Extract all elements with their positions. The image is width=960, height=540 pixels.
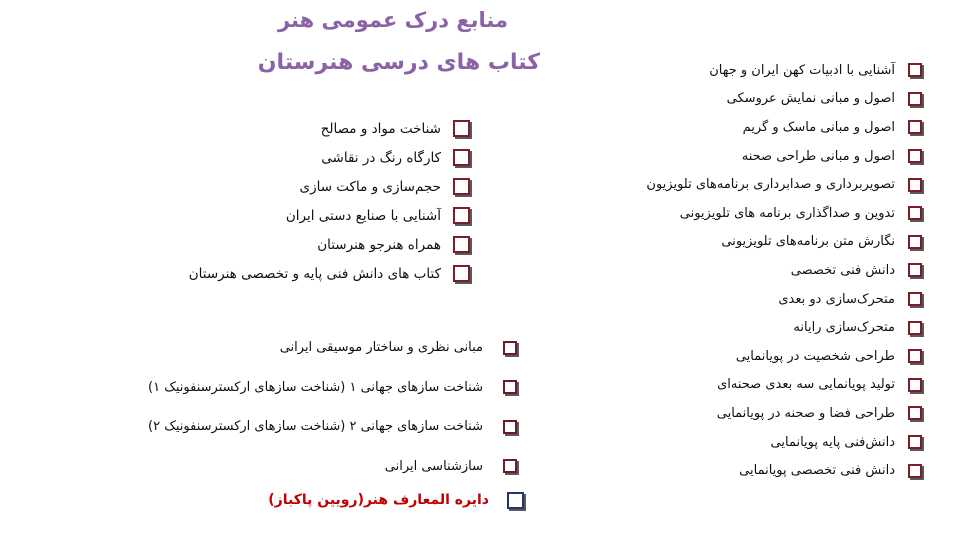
list-item-label: تصویربرداری و صدابرداری برنامه‌های تلویزیون <box>646 177 895 193</box>
encyclopedia-list <box>268 486 524 514</box>
list-item <box>646 113 922 142</box>
list-item-label: آشنایی با صنایع دستی ایران <box>285 207 441 224</box>
checkbox-icon <box>453 236 470 253</box>
list-item-label: تدوین و صداگذاری برنامه های تلویزیونی <box>679 205 895 221</box>
list-item-label: اصول و مبانی نمایش عروسکی <box>726 91 895 107</box>
list-item-label: همراه هنرجو هنرستان <box>317 236 441 253</box>
checkbox-icon <box>453 265 470 282</box>
list-item <box>646 142 922 171</box>
list-item <box>646 399 922 428</box>
checkbox-icon <box>503 420 517 434</box>
right-book-list <box>646 56 922 485</box>
list-item <box>148 328 517 368</box>
list-item-label: اصول و مبانی ماسک و گریم <box>742 119 895 135</box>
checkbox-icon <box>507 492 524 509</box>
checkbox-icon <box>453 120 470 137</box>
checkbox-icon <box>503 459 517 473</box>
checkbox-icon <box>908 178 922 192</box>
checkbox-icon <box>908 206 922 220</box>
checkbox-icon <box>908 406 922 420</box>
list-item <box>189 230 470 259</box>
checkbox-icon <box>453 149 470 166</box>
list-item <box>189 172 470 201</box>
list-item <box>646 313 922 342</box>
list-item-label: مبانی نظری و ساختار موسیقی ایرانی <box>279 340 483 356</box>
list-item-label: کارگاه رنگ در نقاشی <box>321 149 441 166</box>
checkbox-icon <box>503 341 517 355</box>
music-book-list <box>148 328 517 486</box>
list-item <box>646 56 922 85</box>
checkbox-icon <box>908 435 922 449</box>
checkbox-icon <box>908 120 922 134</box>
list-item <box>189 143 470 172</box>
list-item <box>148 447 517 487</box>
list-item-label: شناخت سازهای جهانی ۱ (شناخت سازهای ارکسترسنفونیک ۱) <box>148 379 483 395</box>
checkbox-icon <box>908 63 922 77</box>
list-item <box>646 199 922 228</box>
list-item-label: دانش‌فنی پایه پویانمایی <box>770 434 895 450</box>
list-item-label: شناخت سازهای جهانی ۲ (شناخت سازهای ارکسترسنفونیک ۲) <box>148 419 483 435</box>
list-item <box>148 368 517 408</box>
list-item <box>189 114 470 143</box>
list-item-label: دانش فنی تخصصی <box>790 262 895 278</box>
list-item <box>189 201 470 230</box>
list-item <box>646 256 922 285</box>
checkbox-icon <box>908 92 922 106</box>
list-item-label: متحرک‌سازی رایانه <box>793 320 895 336</box>
list-item <box>646 85 922 114</box>
list-item <box>646 170 922 199</box>
checkbox-icon <box>908 263 922 277</box>
page-title: منابع درک عمومی هنر <box>277 8 508 32</box>
list-item <box>646 228 922 257</box>
list-item <box>189 259 470 288</box>
list-item <box>148 407 517 447</box>
list-item-label: متحرک‌سازی دو بعدی <box>778 291 895 307</box>
middle-book-list <box>189 114 470 288</box>
checkbox-icon <box>453 207 470 224</box>
list-item-label: حجم‌سازی و ماکت سازی <box>299 178 441 195</box>
list-item-label: طراحی فضا و صحنه در پویانمایی <box>716 405 895 421</box>
checkbox-icon <box>908 292 922 306</box>
checkbox-icon <box>908 235 922 249</box>
encyclopedia-label: دایره المعارف هنر(رویین پاکباز) <box>268 492 489 508</box>
list-item-label: کتاب های دانش فنی پایه و تخصصی هنرستان <box>188 265 441 282</box>
page-subtitle: کتاب های درسی هنرستان <box>257 50 540 75</box>
checkbox-icon <box>908 149 922 163</box>
list-item <box>646 285 922 314</box>
list-item <box>646 428 922 457</box>
list-item-label: دانش فنی تخصصی پویانمایی <box>739 463 895 479</box>
list-item-label: نگارش متن برنامه‌های تلویزیونی <box>721 234 895 250</box>
list-item-label: طراحی شخصیت در پویانمایی <box>735 348 895 364</box>
list-item-label: شناخت مواد و مصالح <box>320 120 441 137</box>
checkbox-icon <box>503 380 517 394</box>
checkbox-icon <box>908 349 922 363</box>
list-item <box>646 342 922 371</box>
checkbox-icon <box>908 321 922 335</box>
list-item <box>646 371 922 400</box>
list-item-label: آشنایی با ادبیات کهن ایران و جهان <box>709 62 895 78</box>
list-item-label: سازشناسی ایرانی <box>384 458 483 474</box>
list-item-label: تولید پویانمایی سه بعدی صحنه‌ای <box>717 377 895 393</box>
list-item-label: اصول و مبانی طراحی صحنه <box>741 148 895 164</box>
encyclopedia-item <box>268 486 524 514</box>
checkbox-icon <box>453 178 470 195</box>
checkbox-icon <box>908 464 922 478</box>
list-item <box>646 456 922 485</box>
checkbox-icon <box>908 378 922 392</box>
